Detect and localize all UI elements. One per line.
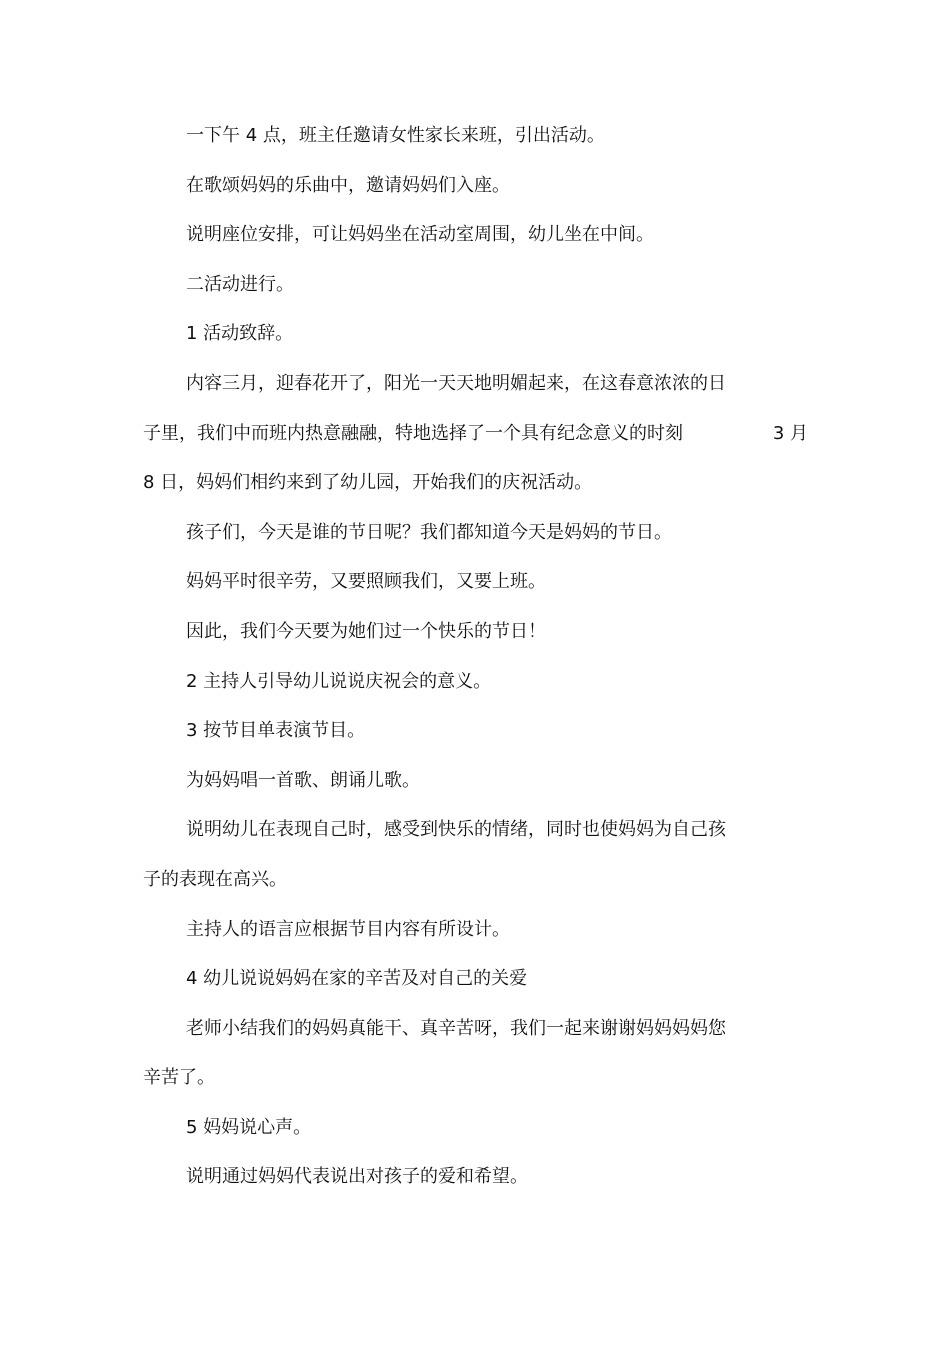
paragraph-line: 一下午 4 点，班主任邀请女性家长来班，引出活动。 — [186, 125, 605, 146]
paragraph-line: 因此，我们今天要为她们过一个快乐的节日！ — [186, 620, 546, 642]
paragraph-line: 8 日，妈妈们相约来到了幼儿园，开始我们的庆祝活动。 — [143, 472, 593, 494]
paragraph-line: 妈妈平时很辛劳，又要照顾我们，又要上班。 — [186, 571, 546, 593]
paragraph-line — [143, 422, 808, 446]
paragraph-line: 老师小结我们的妈妈真能干、真辛苦呀，我们一起来谢谢妈妈妈妈您 — [186, 1017, 726, 1039]
item-heading: 1 活动致辞。 — [186, 323, 294, 345]
paragraph-line: 在歌颂妈妈的乐曲中，邀请妈妈们入座。 — [186, 174, 510, 196]
paragraph-line: 为妈妈唱一首歌、朗诵儿歌。 — [186, 769, 420, 791]
paragraph-line: 内容三月，迎春花开了，阳光一天天地明媚起来，在这春意浓浓的日 — [186, 372, 726, 394]
paragraph-line: 子的表现在高兴。 — [143, 868, 287, 890]
item-heading: 4 幼儿说说妈妈在家的辛苦及对自己的关爱 — [186, 968, 528, 990]
paragraph-line: 主持人的语言应根据节目内容有所设计。 — [186, 918, 510, 940]
document-body — [143, 124, 808, 1215]
paragraph-line: 说明座位安排，可让妈妈坐在活动室周围，幼儿坐在中间。 — [186, 224, 654, 246]
item-heading: 2 主持人引导幼儿说说庆祝会的意义。 — [186, 670, 492, 692]
paragraph-line: 辛苦了。 — [143, 1067, 215, 1089]
paragraph-line-text: 子里，我们中而班内热意融融，特地选择了一个具有纪念意义的时刻 — [143, 422, 683, 444]
section-heading: 二活动进行。 — [186, 273, 294, 295]
paragraph-line-tail: 3 月 — [772, 422, 808, 444]
item-heading: 5 妈妈说心声。 — [186, 1116, 312, 1138]
item-heading: 3 按节目单表演节目。 — [186, 720, 366, 742]
paragraph-line: 说明幼儿在表现自己时，感受到快乐的情绪，同时也使妈妈为自己孩 — [186, 819, 726, 841]
paragraph-line: 孩子们，今天是谁的节日呢？我们都知道今天是妈妈的节日。 — [186, 521, 672, 543]
paragraph-line: 说明通过妈妈代表说出对孩子的爱和希望。 — [186, 1166, 528, 1188]
